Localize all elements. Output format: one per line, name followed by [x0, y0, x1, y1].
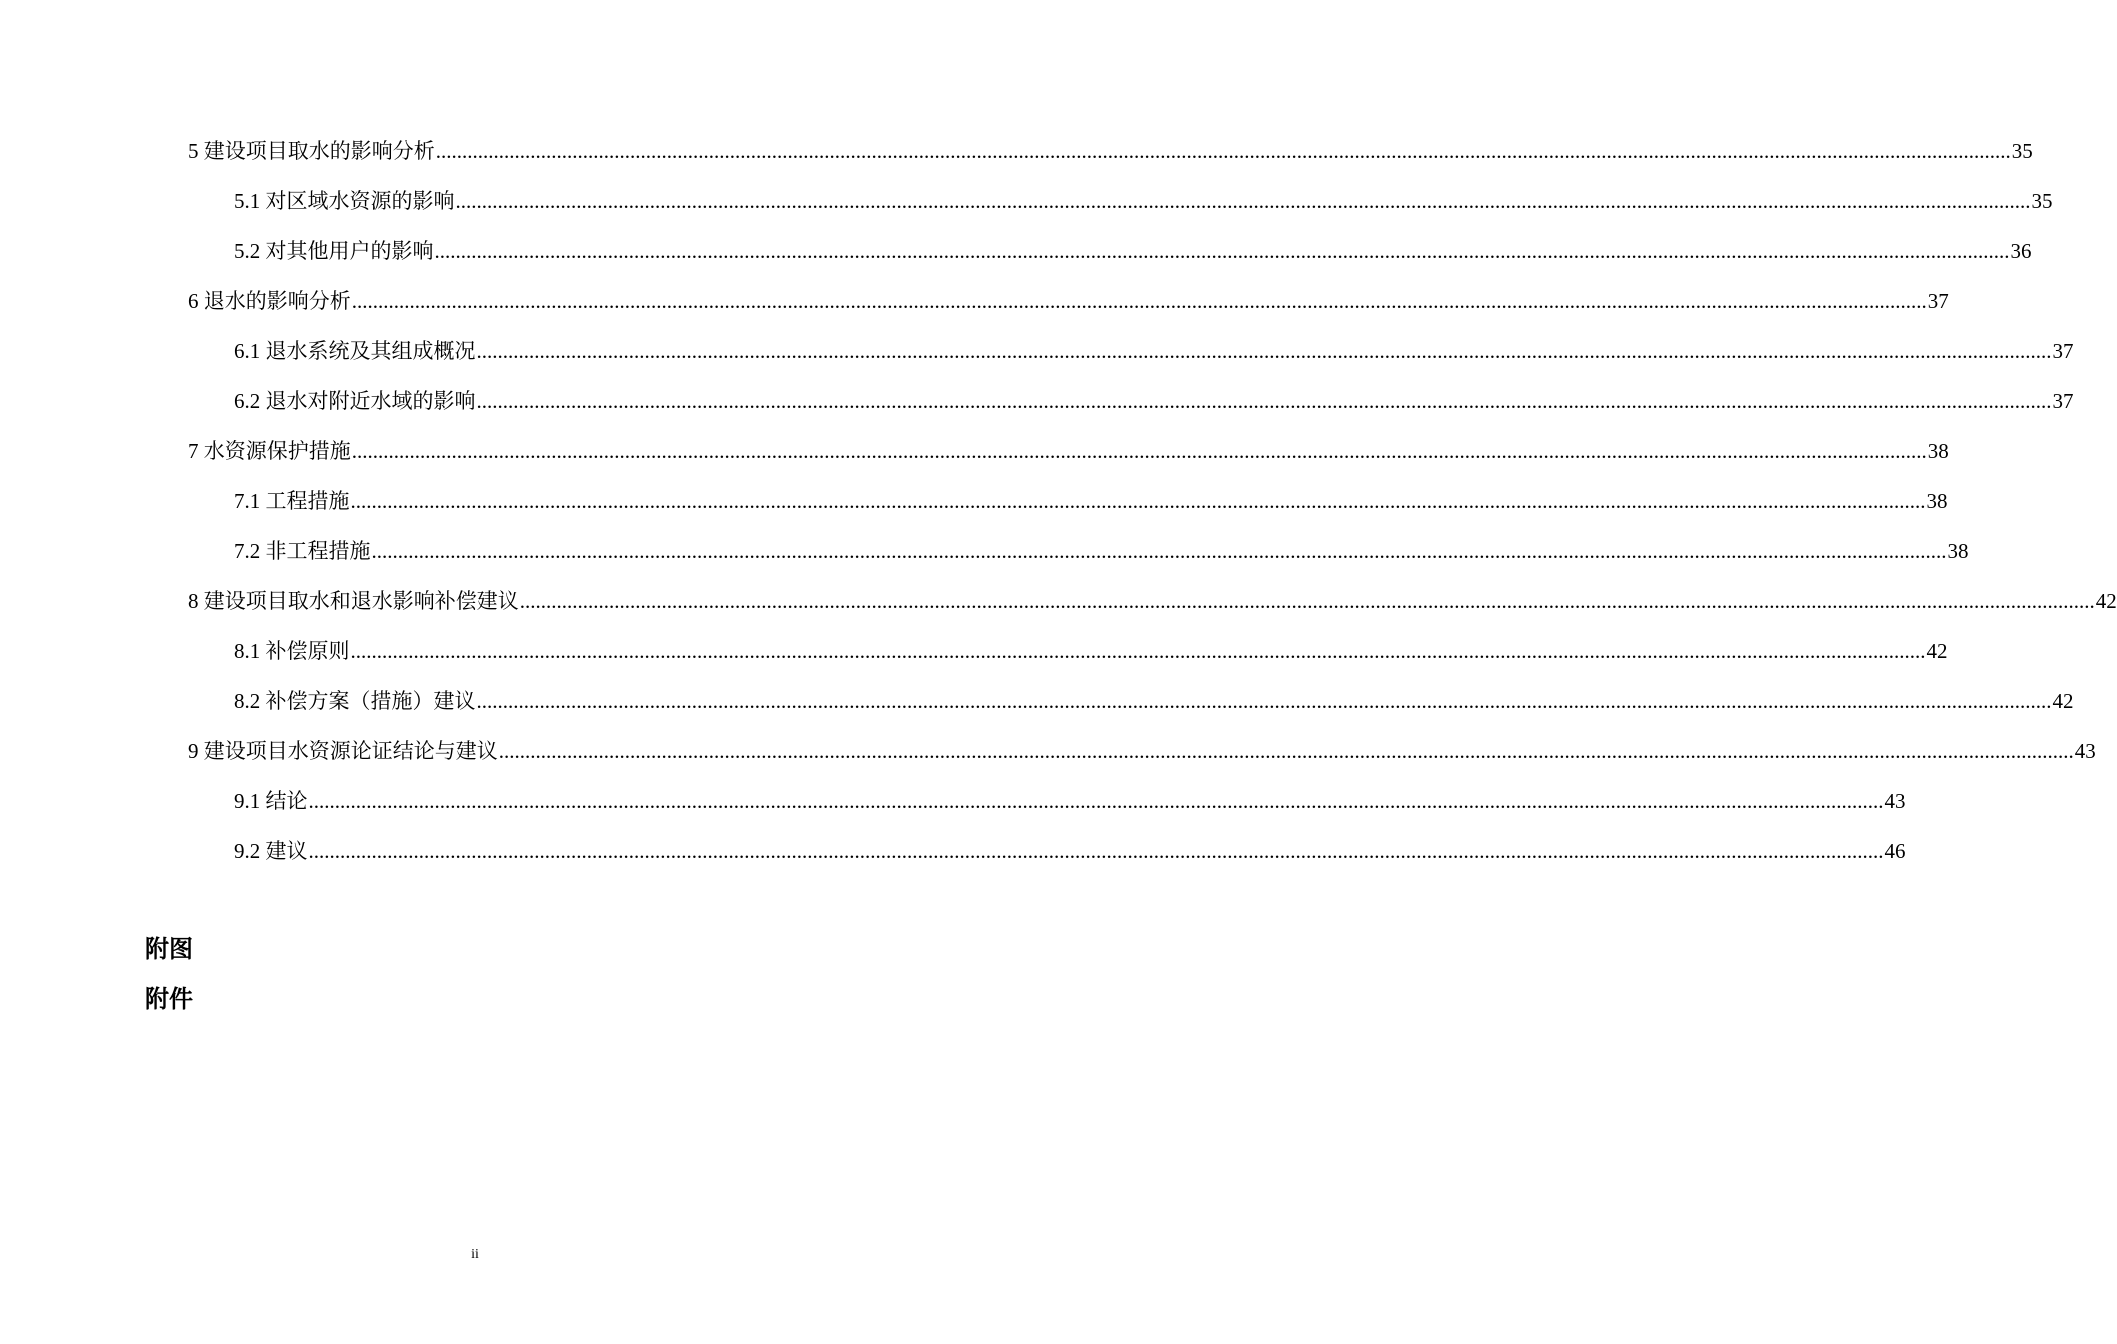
toc-entry-page: 42 [1926, 639, 1948, 663]
toc-entry-6-2[interactable] [234, 386, 2074, 416]
toc-dot-leader: ............................................................................................................................................................................................................................................................................................................ [434, 239, 2010, 263]
appendix-figures-heading[interactable]: 附图 [145, 935, 193, 963]
toc-entry-5[interactable] [188, 136, 2033, 166]
toc-entry-title: 7 水资源保护措施 [188, 439, 351, 463]
toc-entry-7-2[interactable] [234, 536, 1969, 566]
toc-dot-leader: ............................................................................................................................................................................................................................................................................................................ [476, 389, 2052, 413]
toc-entry-page: 36 [2010, 239, 2032, 263]
toc-entry-8-1[interactable] [234, 636, 1948, 666]
toc-entry-page: 43 [1884, 789, 1906, 813]
toc-entry-page: 42 [2052, 689, 2074, 713]
toc-entry-page: 38 [1927, 439, 1949, 463]
toc-entry-5-2[interactable] [234, 236, 2032, 266]
toc-entry-page: 35 [2011, 139, 2033, 163]
toc-entry-page: 35 [2031, 189, 2053, 213]
toc-dot-leader: ............................................................................................................................................................................................................................................................................................................ [498, 739, 2074, 763]
appendix-attachments-heading[interactable]: 附件 [145, 985, 193, 1013]
toc-entry-page: 38 [1947, 539, 1969, 563]
toc-dot-leader: ............................................................................................................................................................................................................................................................................................................ [371, 539, 1947, 563]
toc-dot-leader: ............................................................................................................................................................................................................................................................................................................ [350, 489, 1926, 513]
toc-entry-9-2[interactable] [234, 836, 1906, 866]
toc-entry-page: 37 [2052, 389, 2074, 413]
toc-entry-title: 6 退水的影响分析 [188, 289, 351, 313]
toc-entry-6[interactable] [188, 286, 1949, 316]
toc-entry-8-2[interactable] [234, 686, 2074, 716]
toc-dot-leader: ............................................................................................................................................................................................................................................................................................................ [435, 139, 2011, 163]
toc-dot-leader: ............................................................................................................................................................................................................................................................................................................ [476, 339, 2052, 363]
toc-entry-7[interactable] [188, 436, 1949, 466]
toc-entry-title: 9 建设项目水资源论证结论与建议 [188, 739, 498, 763]
toc-entry-8[interactable] [188, 586, 2117, 616]
toc-dot-leader: ............................................................................................................................................................................................................................................................................................................ [351, 439, 1927, 463]
toc-entry-page: 38 [1926, 489, 1948, 513]
toc-entry-title: 9.2 建议 [234, 839, 308, 863]
toc-dot-leader: ............................................................................................................................................................................................................................................................................................................ [519, 589, 2095, 613]
toc-entry-page: 37 [1927, 289, 1949, 313]
toc-entry-title: 7.2 非工程措施 [234, 539, 371, 563]
toc-entry-title: 5.2 对其他用户的影响 [234, 239, 434, 263]
toc-entry-9-1[interactable] [234, 786, 1906, 816]
toc-entry-title: 9.1 结论 [234, 789, 308, 813]
toc-dot-leader: ............................................................................................................................................................................................................................................................................................................ [455, 189, 2031, 213]
toc-entry-page: 42 [2095, 589, 2117, 613]
toc-entry-title: 7.1 工程措施 [234, 489, 350, 513]
toc-dot-leader: ............................................................................................................................................................................................................................................................................................................ [351, 289, 1927, 313]
toc-entry-title: 6.1 退水系统及其组成概况 [234, 339, 476, 363]
toc-entry-title: 8.2 补偿方案（措施）建议 [234, 689, 476, 713]
toc-entry-title: 8.1 补偿原则 [234, 639, 350, 663]
page-number: ii [471, 1247, 479, 1262]
toc-dot-leader: ............................................................................................................................................................................................................................................................................................................ [350, 639, 1926, 663]
toc-dot-leader: ............................................................................................................................................................................................................................................................................................................ [308, 789, 1884, 813]
toc-entry-6-1[interactable] [234, 336, 2074, 366]
toc-entry-title: 6.2 退水对附近水域的影响 [234, 389, 476, 413]
toc-dot-leader: ............................................................................................................................................................................................................................................................................................................ [476, 689, 2052, 713]
toc-entry-page: 43 [2074, 739, 2096, 763]
toc-entry-title: 5.1 对区域水资源的影响 [234, 189, 455, 213]
toc-dot-leader: ............................................................................................................................................................................................................................................................................................................ [308, 839, 1884, 863]
toc-entry-5-1[interactable] [234, 186, 2053, 216]
toc-entry-title: 5 建设项目取水的影响分析 [188, 139, 435, 163]
toc-entry-page: 37 [2052, 339, 2074, 363]
toc-entry-page: 46 [1884, 839, 1906, 863]
toc-entry-title: 8 建设项目取水和退水影响补偿建议 [188, 589, 519, 613]
toc-entry-9[interactable] [188, 736, 2096, 766]
toc-entry-7-1[interactable] [234, 486, 1948, 516]
